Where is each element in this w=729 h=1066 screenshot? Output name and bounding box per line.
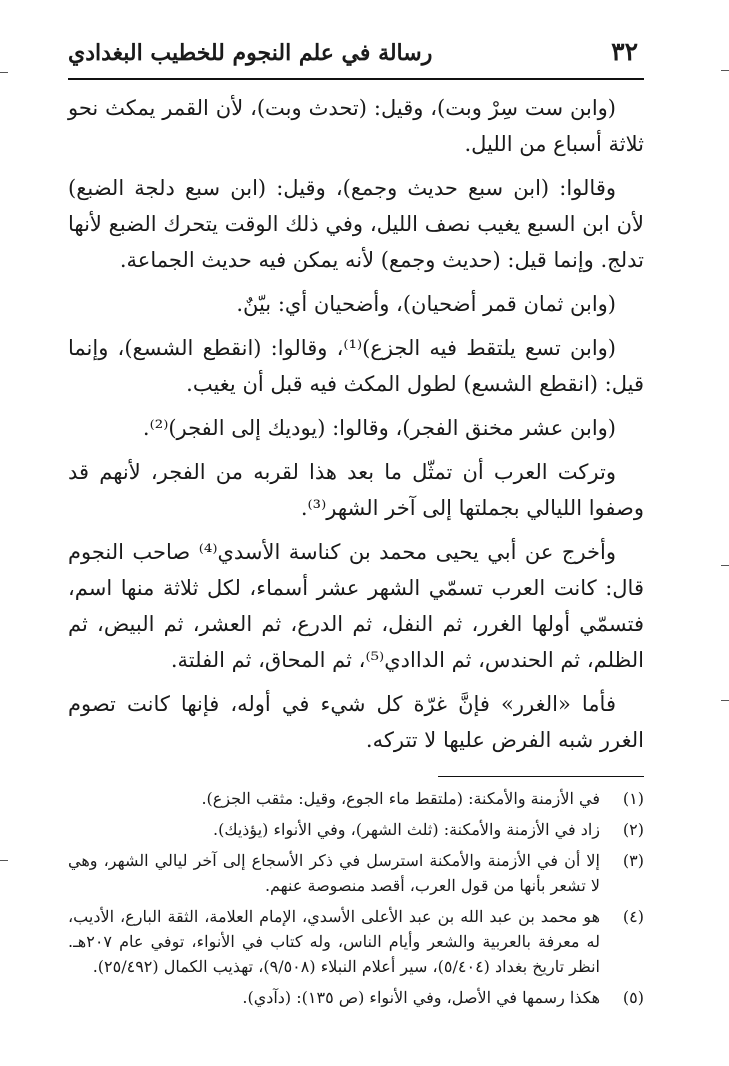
footnote-number: (١) [622,789,644,808]
book-page [68,28,644,1038]
paragraph: فأما «الغرر» فإنَّ غرّة كل شيء في أوله، فإنها كانت تصوم الغرر شبه الفرض عليها لا تتركه. [68,692,644,752]
footnote [68,848,644,898]
paragraph: (وابن ست سِرْ وبت)، وقيل: (تحدث وبت)، لأن القمر يمكث نحو ثلاثة أسباع من الليل. [68,96,644,156]
footnote-number: (٥) [622,988,644,1007]
footnote-text: زاد في الأزمنة والأمكنة: (ثلث الشهر)، وفي الأنواء (يؤذيك). [213,820,600,839]
running-title: رسالة في علم النجوم للخطيب البغدادي [68,40,433,66]
footnote-text: في الأزمنة والأمكنة: (ملتقط ماء الجوع، وقيل: مثقب الجزع). [201,789,600,808]
header-rule [68,78,644,80]
footnote-number: (٣) [622,851,644,870]
paragraph: (وابن عشر مخنق الفجر)، وقالوا: (يوديك إلى الفجر)⁽²⁾. [142,416,616,440]
scan-margin-mark [721,565,729,566]
footnote-text: إلا أن في الأزمنة والأمكنة استرسل في ذكر الأسجاع إلى آخر ليالي الشهر، وهي لا تشعر بأنها من قول العرب، أقصد منصوصة عنهم. [68,851,600,895]
footnote-separator [438,776,644,777]
paragraph: وقالوا: (ابن سبع حديث وجمع)، وقيل: (ابن سبع دلجة الضبع) لأن ابن السبع يغيب نصف الليل، وفي ذلك الوقت يتحرك الضبع لأنها تدلج. وإنما قيل: (حديث وجمع) لأنه يمكن فيه حديث الجماعة. [68,176,644,272]
page-number: ٣٢ [611,37,638,66]
footnote [68,817,644,842]
footnote [68,786,644,811]
scan-margin-mark [721,700,729,701]
footnote-number: (٤) [622,907,644,926]
scan-margin-mark [0,860,8,861]
footnote-text: هكذا رسمها في الأصل، وفي الأنواء (ص ١٣٥): (دآدي). [242,988,600,1007]
footnote [68,985,644,1010]
paragraph: وتركت العرب أن تمثّل ما بعد هذا لقربه من الفجر، لأنهم قد وصفوا الليالي بجملتها إلى آخر الشهر⁽³⁾. [68,460,644,520]
footnotes [68,786,644,1016]
footnote-number: (٢) [622,820,644,839]
paragraph: (وابن ثمان قمر أضحيان)، وأضحيان أي: بيّنٌ. [236,292,616,316]
footnote [68,904,644,979]
paragraph: وأخرج عن أبي يحيى محمد بن كناسة الأسدي⁽⁴⁾ صاحب النجوم قال: كانت العرب تسمّي الشهر عشر أسماء، لكل ثلاثة منها اسم، فتسمّي أولها الغرر، ثم النفل، ثم الدرع، ثم العشر، ثم البيض، ثم الظلم، ثم الحندس، ثم الداادي⁽⁵⁾، ثم المحاق، ثم الفلتة. [68,540,644,672]
paragraph: (وابن تسع يلتقط فيه الجزع)⁽¹⁾، وقالوا: (انقطع الشسع)، وإنما قيل: (انقطع الشسع) لطول المكث فيه قبل أن يغيب. [68,336,644,396]
page-header [68,28,644,76]
scan-margin-mark [721,70,729,71]
scan-margin-mark [0,72,8,73]
main-text [68,90,644,766]
footnote-text: هو محمد بن عبد الله بن عبد الأعلى الأسدي، الإمام العلامة، الثقة البارع، الأديب، له معرفة بالعربية والشعر وأيام الناس، وله كتاب في الأنواء، توفي عام ٢٠٧هـ. انظر تاريخ بغداد (٥/٤٠٤)، سير أعلام النبلاء (٩/٥٠٨)، تهذيب الكمال (٢٥/٤٩٢). [68,907,601,976]
